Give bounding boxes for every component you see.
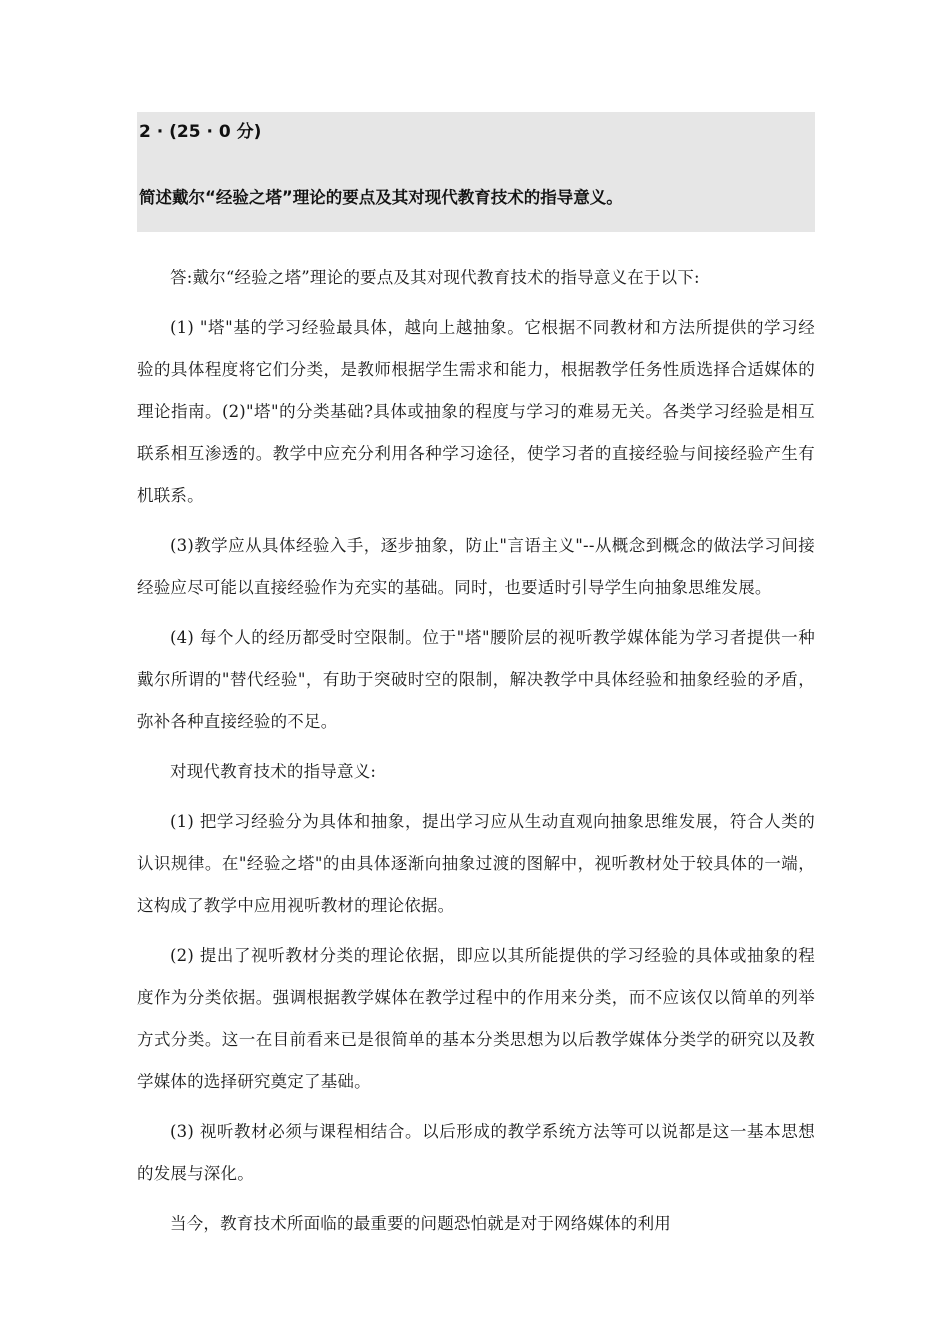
answer-paragraph: (4) 每个人的经历都受时空限制。位于"塔"腰阶层的视听教学媒体能为学习者提供一种戴尔所谓的"替代经验"，有助于突破时空的限制，解决教学中具体经验和抽象经验的矛盾，弥补各种直接经验的不足。 [137,628,815,731]
answer-paragraph: 当今，教育技术所面临的最重要的问题恐怕就是对于网络媒体的利用 [170,1214,671,1233]
answer-paragraph: (1) 把学习经验分为具体和抽象，提出学习应从生动直观向抽象思维发展，符合人类的认识规律。在"经验之塔"的由具体逐渐向抽象过渡的图解中，视听教材处于较具体的一端，这构成了教学中应用视听教材的理论依据。 [137,812,815,915]
answer-paragraph: (2) 提出了视听教材分类的理论依据，即应以其所能提供的学习经验的具体或抽象的程度作为分类依据。强调根据教学媒体在教学过程中的作用来分类，而不应该仅以简单的列举方式分类。这一在目前看来已是很简单的基本分类思想为以后教学媒体分类学的研究以及教学媒体的选择研究奠定了基础。 [137,946,815,1091]
question-text: 简述戴尔“经验之塔”理论的要点及其对现代教育技术的指导意义。 [139,188,623,207]
question-header [137,112,815,232]
answer-paragraph: (1) "塔"基的学习经验最具体，越向上越抽象。它根据不同教材和方法所提供的学习经验的具体程度将它们分类，是教师根据学生需求和能力，根据教学任务性质选择合适媒体的理论指南。(2)"塔"的分类基础?具体或抽象的程度与学习的难易无关。各类学习经验是相互联系相互渗透的。教学中应充分利用各种学习途径，使学习者的直接经验与间接经验产生有机联系。 [137,318,815,505]
question-number: 2 · (25 · 0 分) [139,122,262,142]
answer-body [137,257,815,1253]
answer-paragraph: 答:戴尔“经验之塔”理论的要点及其对现代教育技术的指导意义在于以下: [170,268,700,287]
answer-paragraph: (3) 视听教材必须与课程相结合。以后形成的教学系统方法等可以说都是这一基本思想的发展与深化。 [137,1122,815,1183]
answer-paragraph: 对现代教育技术的指导意义: [170,762,377,781]
answer-paragraph: (3)教学应从具体经验入手，逐步抽象，防止"言语主义"--从概念到概念的做法学习间接经验应尽可能以直接经验作为充实的基础。同时，也要适时引导学生向抽象思维发展。 [137,536,815,597]
